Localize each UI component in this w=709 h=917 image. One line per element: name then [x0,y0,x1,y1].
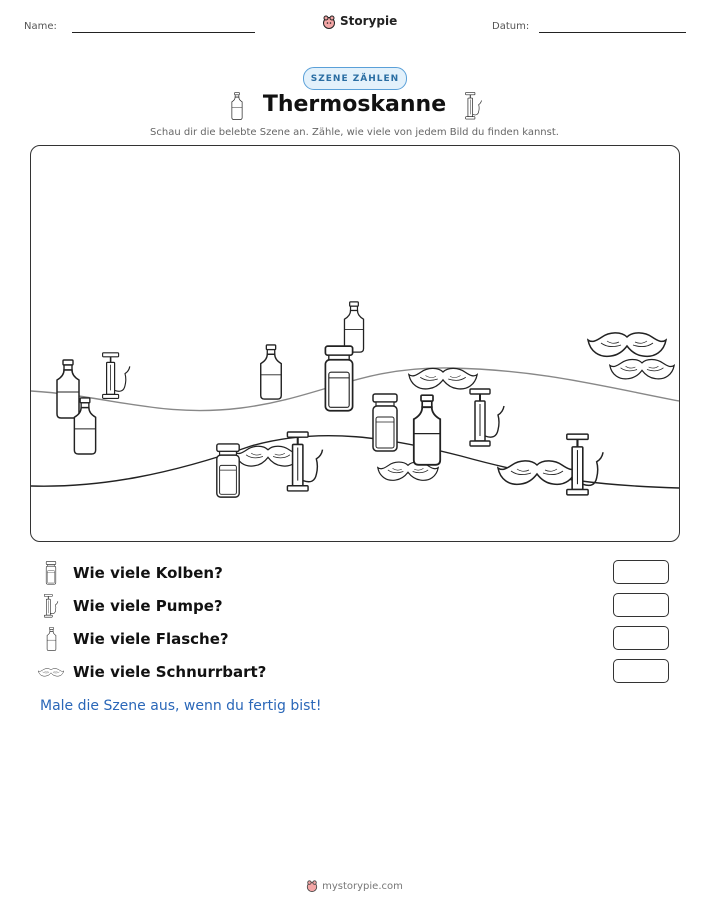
answer-box-pump[interactable] [613,593,669,617]
flask-icon [217,444,239,497]
brand-name: Storypie [340,14,398,28]
bottle-icon [344,302,363,352]
question-bottle [38,625,229,653]
activity-badge: SZENE ZÄHLEN [303,67,407,90]
pump-icon [470,389,504,446]
pump-icon [287,432,322,491]
storypie-logo-icon [322,14,336,28]
mustache-icon [38,660,64,684]
mustache-icon [235,446,301,466]
date-field[interactable] [539,32,686,33]
question-flask [38,559,223,587]
pump-icon [567,434,603,495]
question-pump [38,592,223,620]
bottle-icon [261,345,282,399]
mustache-icon [498,461,576,484]
question-label: Wie viele Flasche? [73,630,229,648]
footer-url[interactable]: mystorypie.com [322,880,403,892]
question-label: Wie viele Schnurrbart? [73,663,267,681]
bottle-icon [414,395,440,465]
footer [0,880,709,892]
pump-icon [463,92,485,120]
counting-scene [30,145,680,542]
flask-icon [373,394,397,451]
question-mustache [38,658,266,686]
page-title: Thermoskanne [262,92,447,117]
scene-illustration [31,146,679,541]
instructions: Schau dir die belebte Szene an. Zähle, wie viele von jedem Bild du finden kannst. [150,127,559,138]
date-label: Datum: [492,21,530,32]
colouring-note: Male die Szene aus, wenn du fertig bist! [40,698,322,714]
pump-icon [38,594,64,618]
mustache-icon [610,359,674,378]
mustache-icon [588,333,666,356]
bottle-icon [57,360,79,418]
flask-icon [38,561,64,585]
question-label: Wie viele Pumpe? [73,597,223,615]
storypie-logo-icon [306,880,318,892]
name-field[interactable] [72,32,255,33]
pump-icon [103,353,130,399]
answer-box-mustache[interactable] [613,659,669,683]
bottle-icon [38,627,64,651]
brand-logo [322,14,397,28]
mustache-icon [409,368,477,389]
question-label: Wie viele Kolben? [73,564,223,582]
flask-icon [325,346,352,411]
answer-box-bottle[interactable] [613,626,669,650]
answer-box-flask[interactable] [613,560,669,584]
name-label: Name: [24,21,57,32]
